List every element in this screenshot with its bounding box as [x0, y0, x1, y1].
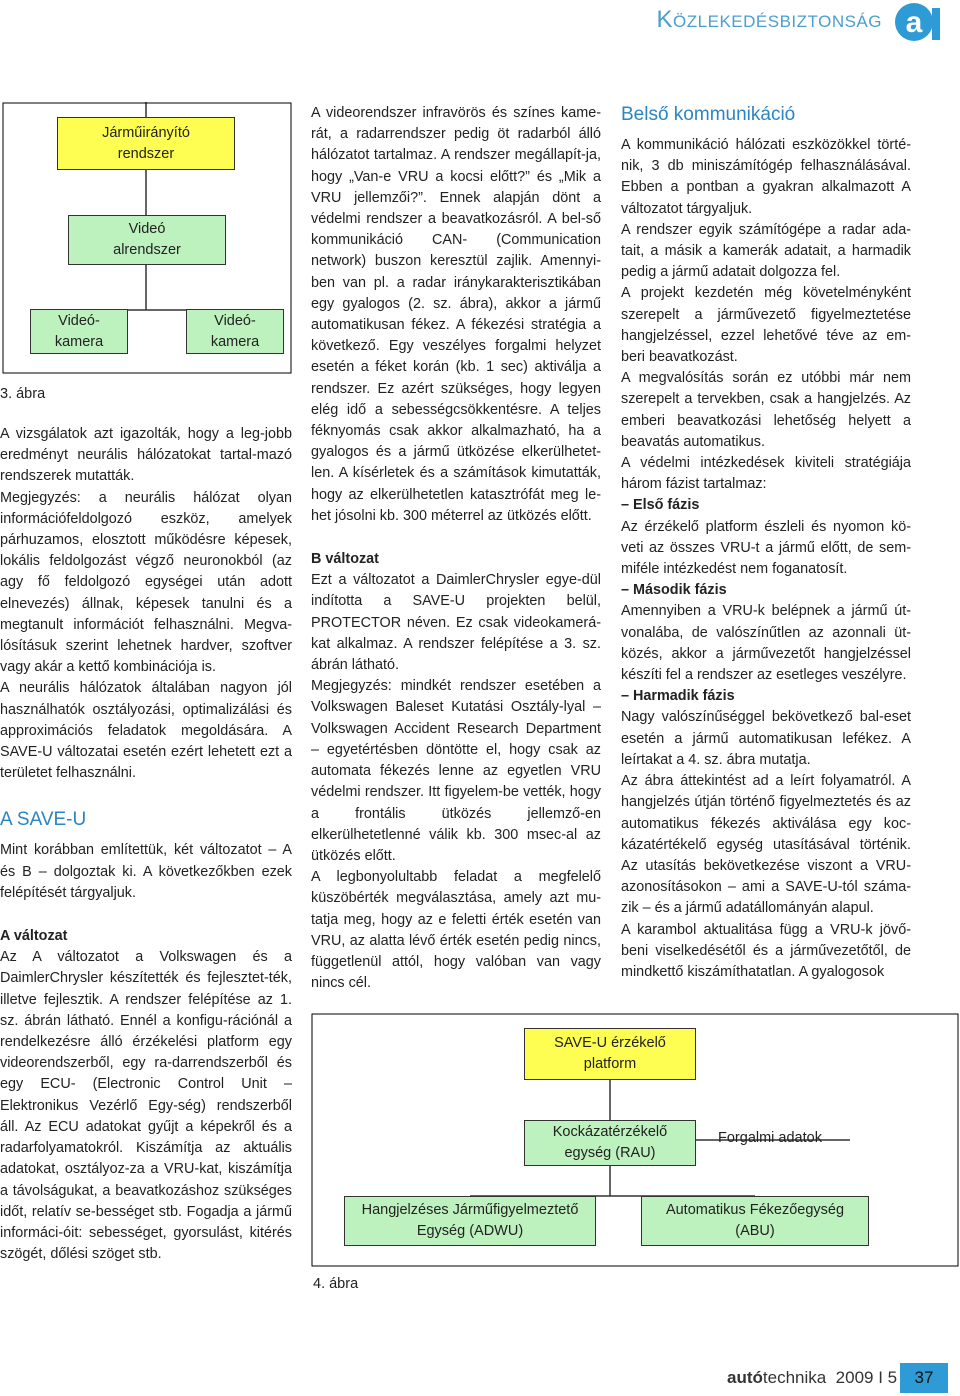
figure4-caption: 4. ábra [313, 1276, 359, 1292]
fig4-box-abu: Automatikus Fékezőegység (ABU) [641, 1196, 869, 1246]
col3-paragraph: A rendszer egyik számítógépe a radar ada-tait, a másik a kamerák adatait, a harmadik pedig a jármű adatait dolgozza fel. [621, 221, 911, 281]
col3-paragraph: A védelmi intézkedések kiviteli stratégiája három fázist tartalmaz: [621, 455, 911, 493]
fig3-box-camera-left: Videó- kamera [30, 309, 128, 354]
col3-paragraph: Az érzékelő platform észleli és nyomon kö-veti az összes VRU-t a jármű előtt, de sem-miféle intézkedést nem foganatosít. [621, 518, 911, 578]
section-title: Közlekedésbiztonság [656, 6, 882, 33]
fig3-box-camera-right: Videó- kamera [186, 309, 284, 354]
col2-paragraph: A legbonyolultabb feladat a megfelelő küszöbérték megválasztása, amely azt mu-tatja meg, hogy az e feletti érték esetén van VRU, az alatta lévő érték esetén pedig nincs, függetlenül attól, hogy valóban van vagy nincs cél. [311, 869, 601, 992]
brand-bold: autó [727, 1368, 763, 1387]
col1-paragraph: A vizsgálatok azt igazolták, hogy a leg-jobb eredményt neurális hálózatokat tartal-mazó rendszerek mutatták. [0, 426, 292, 485]
col1-paragraph: Mint korábban említettük, két változatot – A és B – dolgoztak ki. A következőkben ezek felépítését tárgyaljuk. [0, 842, 292, 901]
fig4-box-adwu: Hangjelzéses Járműfigyelmeztető Egység (ADWU) [344, 1196, 596, 1246]
col3-paragraph: Az ábra áttekintést ad a leírt folyamatról. A hangjelzés útján történő figyelmeztetés és az automatikus fékezés aktiválása egy koc-kázatértékelő egység utasításával történik. Az utasítás bekövetkezése viszont a VRU-azonosításokon – ami a SAVE-U-tól száma-zik – és a jármű adatállományán alapul. [621, 773, 911, 917]
phase-1-heading: – Első fázis [621, 497, 700, 514]
col2-paragraph: A videorendszer infravörös és színes kame-rát, a radarrendszer pedig öt radarból álló hálózatot tartalmaz. A rendszer megállapít-ja, hogy „Van-e VRU a kocsi előtt?” és „Mik a VRU jellemzői?”. Ennek alapján dönt a védelmi rendszer a beavatkozásról. A bel-ső kommunikáció CAN- (Communication network) buszon keresztül zajlik. Amennyi-ben van pl. a radar iránykarakterisztikában egy gyalogos (2. sz. ábra), akkor a jármű automatikusan fékez. A fékezési stratégia a következő. Egy veszélyes forgalmi helyzet esetén a féket korán (kb. 1 sec) aktiválja a rendszer. Ez azért szükséges, hogy legyen elég idő a sebességcsökkentésre. A teljes féknyomás csak akkor alkalmazható, ha a gyalogos és a jármű ütközése elkerülhetet-len. A kísérletek és a számítások kimutatták, hogy az elkerülhetetlen katasztrófát meg le-het jósolni kb. 300 méterrel az ütközés előtt. [311, 105, 601, 524]
heading-version-b: B változat [311, 551, 379, 568]
col1-paragraph: A neurális hálózatok általában nagyon jól használhatók osztályozási, optimalizálási és approximációs feladatok megoldására. A SAVE-U változatai esetén ezért lehetett ezt a területet felhasználni. [0, 680, 292, 782]
col3-paragraph: Amennyiben a VRU-k belépnek a jármű út-vonalába, de valószínűtlen az azonnali üt-közés, akkor a járművezetőt hangjelzéssel készíti fel a rendszer az esetleges veszélyre. [621, 603, 911, 684]
col1-paragraph: Az A változatot a Volkswagen és a DaimlerChrysler készítették és fejlesztet-ték, illetve fejlesztik. A rendszer felépítése az 1. sz. ábrán látható. Ennél a konfigu-rációnál a rendelkezésre álló érzékelési platform egy videorendszerből, egy ra-darrendszerből és egy ECU- (Electronic Control Unit – Elektronikus Vezérlő Egy-ség) rendszerből áll. Az ECU adatokat gyűjt a képekről és a radarfolyamatokról. Kiszámítja az aktuális adatokat, osztályoz-za a VRU-kat, kiszámítja a távolságukat, a beavatkozáshoz szükséges időt, relatív se-bességet stb. Fogadja a jármű informáci-óit: sebességet, gyorsulást, kitérés szögét, dőlési szöget stb. [0, 949, 292, 1263]
logo-letter: a [905, 6, 923, 39]
page-number: 37 [900, 1363, 948, 1393]
footer-brand [727, 1368, 897, 1388]
phase-3-heading: – Harmadik fázis [621, 688, 735, 705]
figure3-caption: 3. ábra [0, 386, 46, 402]
fig4-label-traffic-data: Forgalmi adatok [718, 1130, 822, 1146]
col2-paragraph: Megjegyzés: mindkét rendszer esetében a Volkswagen Baleset Kutatási Osztály-lyal – Volkswagen Accident Research Department – egyetértésben döntötte el, hogy csak az automata fékezés lenne az egyetlen VRU védelmi rendszer. Itt figyelem-be vették, hogy a frontális ütközés jellemző-en elkerülhetetlenné válik kb. 300 msec-al az ütközés előtt. [311, 678, 601, 864]
brand-rest: technika [762, 1368, 827, 1387]
heading-version-a: A változat [0, 928, 68, 945]
heading-save-u: A SAVE-U [0, 809, 87, 831]
col3-paragraph: Nagy valószínűséggel bekövetkező bal-eset esetén a jármű automatikusan lefékez. A leírtakat a 4. sz. ábra mutatja. [621, 709, 911, 768]
issue-number: 2009 I 5 [835, 1368, 898, 1387]
col1-paragraph: Megjegyzés: a neurális hálózat olyan információfeldolgozó eszköz, amelyek párhuzamos, elosztott működésre képesek, lokális feldolgozást végző neuronokból (az agy fő feldolgozó egységei után adott elnevezés) állnak, képesek tanulni és a megtanult információt felhasználni. Megva-lósításuk szerint lehetnek hardver, szoftver vagy akár a kettő kombinációja is. [0, 489, 292, 676]
heading-internal-communication: Belső kommunikáció [621, 104, 796, 125]
phase-2-heading: – Második fázis [621, 582, 727, 599]
col3-paragraph: A kommunikáció hálózati eszközökkel törté-nik, 3 db miniszámítógép felhasználásával. Ebben a pontban a gyakran alkalmazott A változatot tárgyaljuk. [621, 137, 911, 217]
fig4-box-rau: Kockázatérzékelő egység (RAU) [524, 1120, 696, 1166]
col3-paragraph: A karambol aktualitása függ a VRU-k jövő-beni viselkedésétől és a járművezetőtől, de mindkettő kiszámíthatatlan. A gyalogosok [621, 921, 911, 980]
col3-paragraph: A projekt kezdetén még követelményként szerepelt a járművezető figyelmeztetése hangjelzéssel, ezzel lehetővé téve az em-beri beavatkozást. [621, 285, 911, 366]
col3-paragraph: A megvalósítás során ez utóbbi már nem szerepelt a tervekben, csak a hangjelzés. Az emberi beavatkozási lehetőség helyett a beavatás automatikus. [621, 370, 911, 450]
fig3-box-vehicle-control: Járműirányító rendszer [57, 117, 235, 170]
fig4-box-save-u-platform: SAVE-U érzékelő platform [524, 1028, 696, 1080]
col2-paragraph: Ezt a változatot a DaimlerChrysler egye-dül indította a SAVE-U projekten belül, PROTECTOR néven. Ez csak videokamerá-kat alkalmaz. A rendszer felépítése a 3. sz. ábrán látható. [311, 572, 601, 674]
fig3-box-video-subsystem: Videó alrendszer [68, 215, 226, 265]
